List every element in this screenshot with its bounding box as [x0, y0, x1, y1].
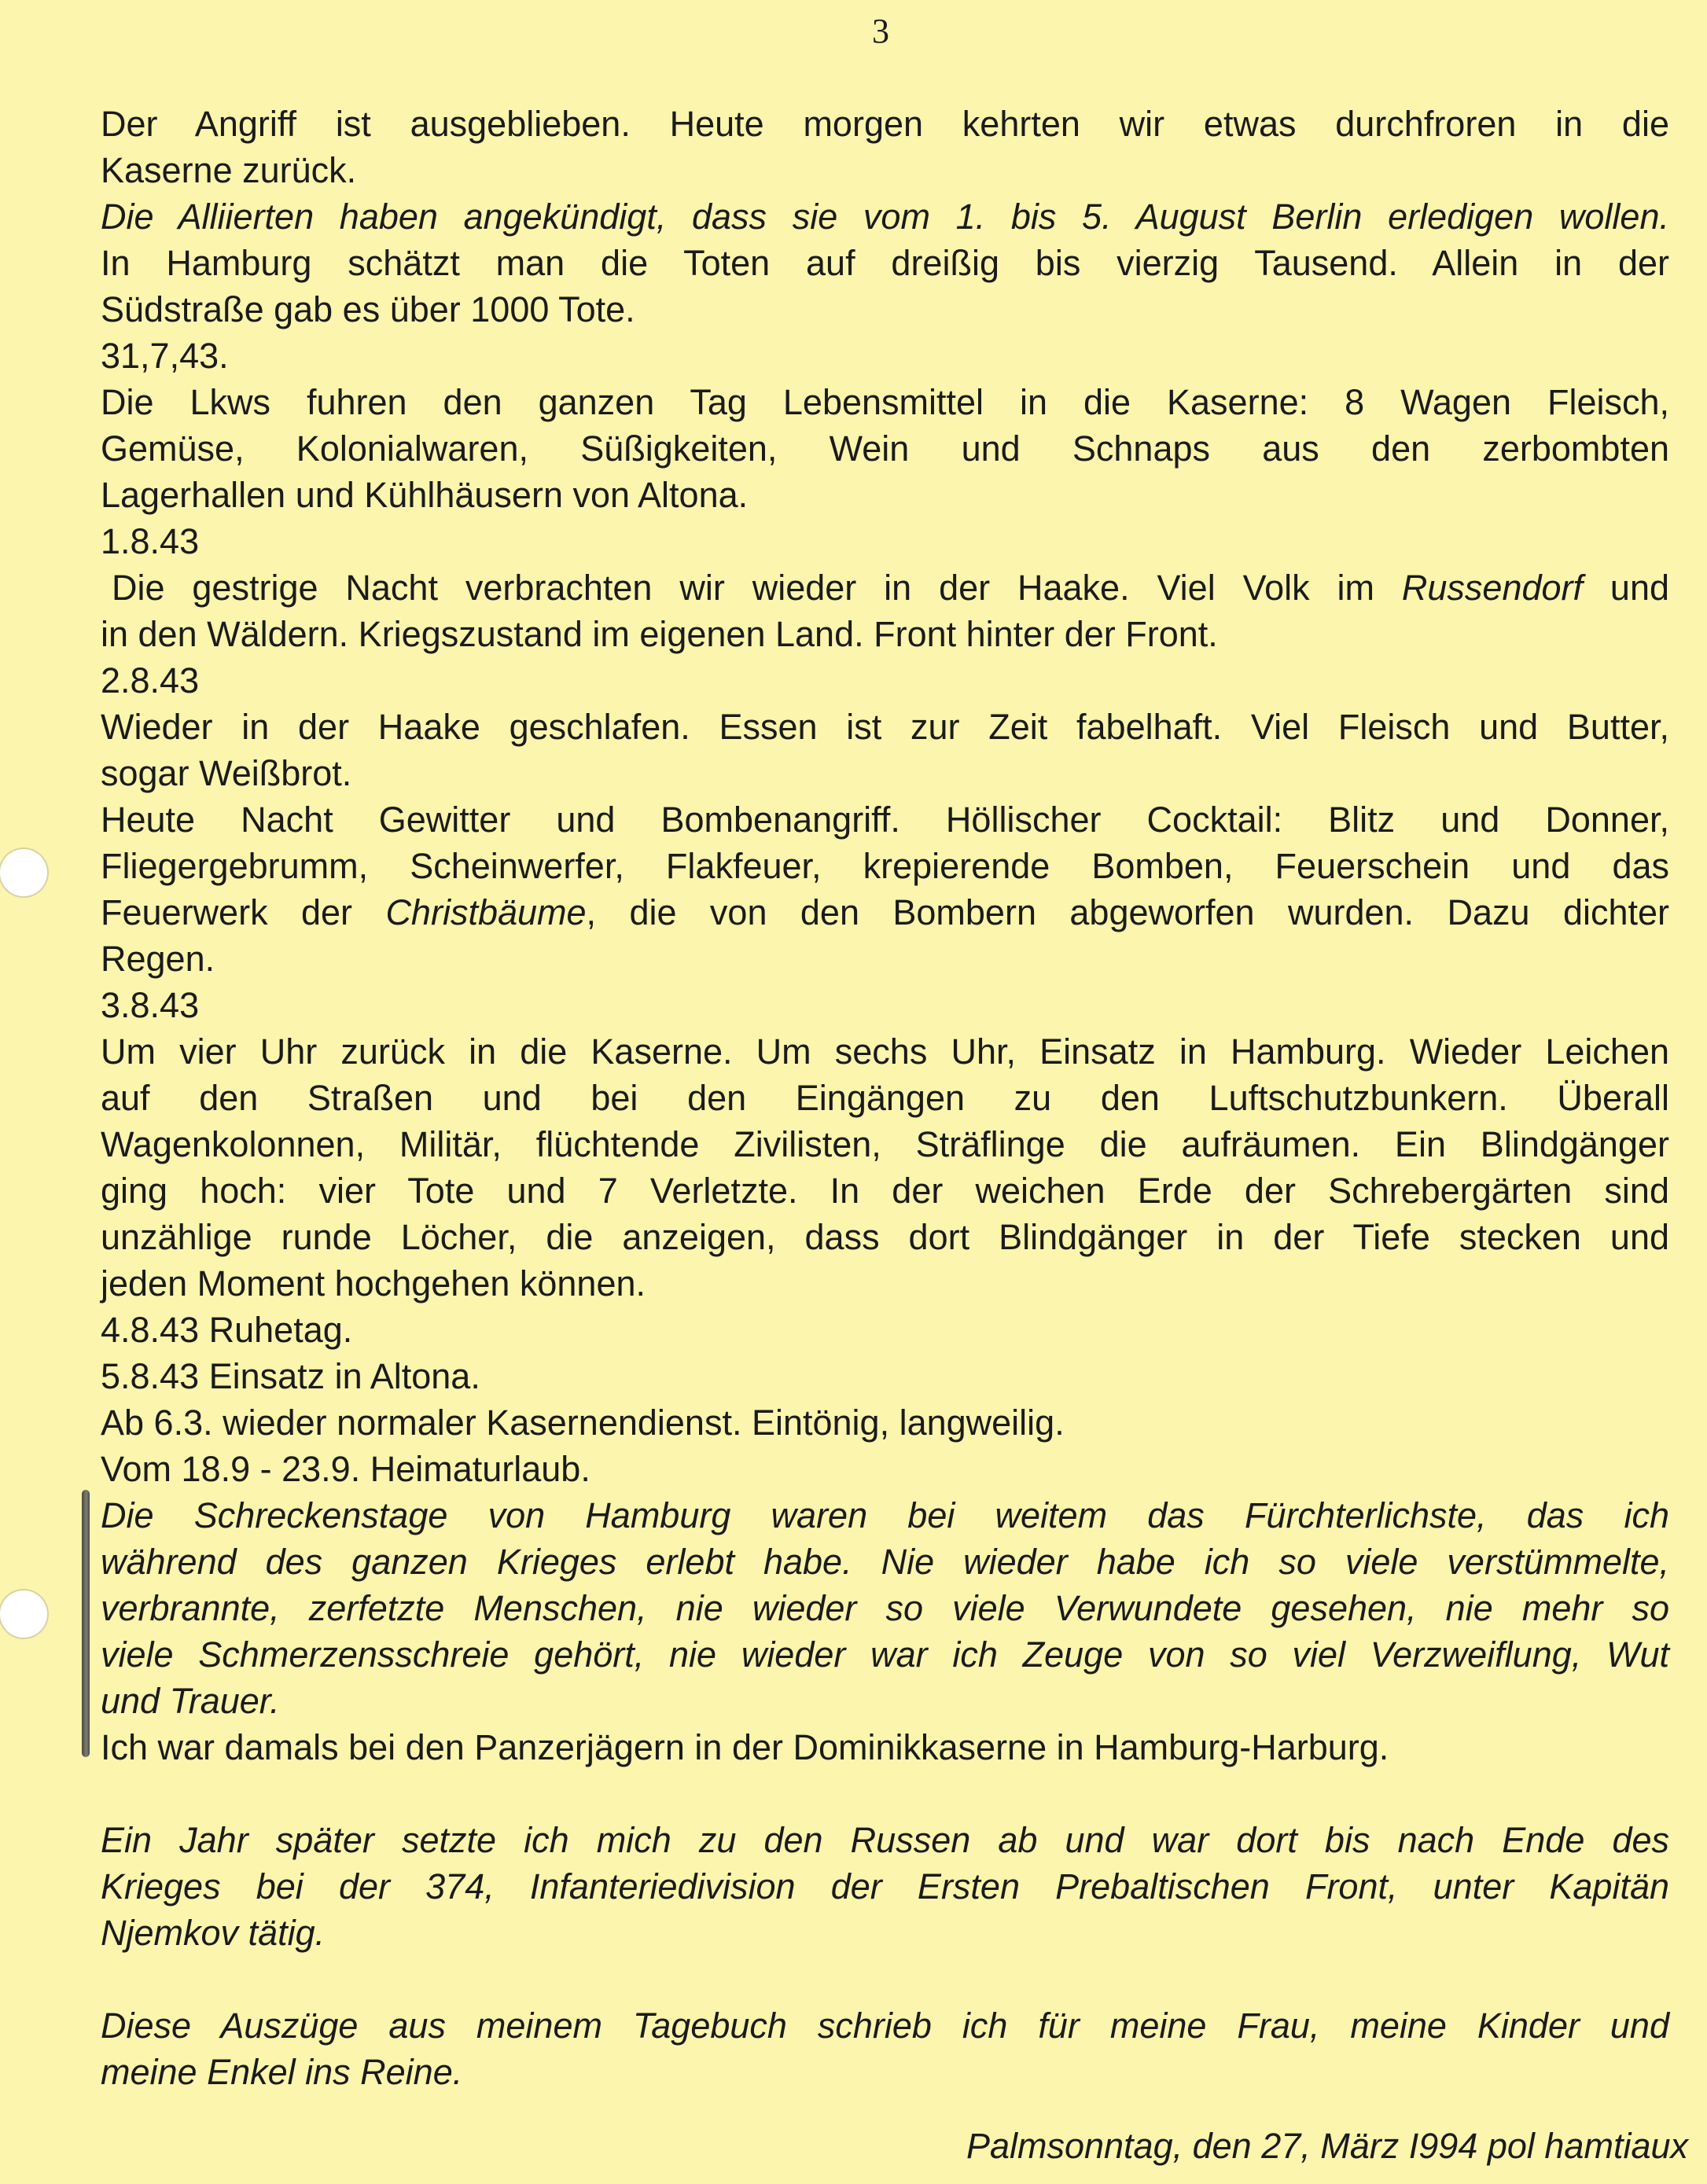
text-segment: , die von den Bombern abgeworfen wurden. Dazu dichter: [586, 892, 1670, 932]
text-line: Lagerhallen und Kühlhäusern von Altona.: [101, 475, 749, 515]
paragraph-gap: [101, 1956, 1669, 2002]
text-line: Njemkov tätig.: [101, 1913, 326, 1953]
text-line: Die Schreckenstage von Hamburg waren bei weitem das Fürchterlichste, das ich: [101, 1495, 1669, 1535]
text-line: jeden Moment hochgehen können.: [101, 1263, 646, 1303]
text-line: Wagenkolonnen, Militär, flüchtende Zivilisten, Sträflinge die aufräumen. Ein Blindgänger: [101, 1124, 1669, 1164]
text-line: meine Enkel ins Reine.: [101, 2052, 463, 2092]
text-line: Fliegergebrumm, Scheinwerfer, Flakfeuer, krepierende Bomben, Feuerschein und das: [101, 846, 1669, 886]
text-line: Die Alliierten haben angekündigt, dass sie vom 1. bis 5. August Berlin erledigen wollen.: [101, 197, 1669, 237]
text-line: und Trauer.: [101, 1681, 280, 1721]
text-segment: Feuerwerk der: [101, 892, 386, 932]
text-line: während des ganzen Krieges erlebt habe. Nie wieder habe ich so viele verstümmelte,: [101, 1542, 1669, 1582]
text-line: ging hoch: vier Tote und 7 Verletzte. In der weichen Erde der Schrebergärten sind: [101, 1171, 1669, 1211]
text-line: Krieges bei der 374, Infanteriedivision der Ersten Prebaltischen Front, unter Kapitän: [101, 1866, 1669, 1906]
text-line: 5.8.43 Einsatz in Altona.: [101, 1356, 480, 1396]
margin-mark: [82, 1490, 90, 1757]
text-line: Der Angriff ist ausgeblieben. Heute morgen kehrten wir etwas durchfroren in die: [101, 104, 1669, 144]
text-line: unzählige runde Löcher, die anzeigen, dass dort Blindgänger in der Tiefe stecken und: [101, 1217, 1669, 1257]
paragraph-gap: [101, 1770, 1669, 1817]
text-line: In Hamburg schätzt man die Toten auf dreißig bis vierzig Tausend. Allein in der: [101, 243, 1669, 283]
text-line: 2.8.43: [101, 660, 200, 700]
punch-hole: [0, 847, 49, 898]
text-line: viele Schmerzensschreie gehört, nie wieder war ich Zeuge von so viel Verzweiflung, Wut: [101, 1634, 1669, 1675]
text-line: 4.8.43 Ruhetag.: [101, 1310, 353, 1350]
text-line: Kaserne zurück.: [101, 150, 357, 190]
signature-line: Palmsonntag, den 27, März I994 pol hamtiaux: [966, 2126, 1688, 2166]
text-line: Wieder in der Haake geschlafen. Essen ist zur Zeit fabelhaft. Viel Fleisch und Butter,: [101, 707, 1669, 747]
text-line: Südstraße gab es über 1000 Tote.: [101, 289, 635, 329]
text-line: 3.8.43: [101, 985, 200, 1025]
text-line: 1.8.43: [101, 521, 200, 561]
text-line: 31,7,43.: [101, 336, 229, 376]
text-line: Ich war damals bei den Panzerjägern in der Dominikkaserne in Hamburg-Harburg.: [101, 1727, 1389, 1767]
text-line: Vom 18.9 - 23.9. Heimaturlaub.: [101, 1449, 590, 1489]
diary-text: [101, 101, 1669, 2095]
text-segment: Russendorf: [1401, 568, 1584, 608]
page-number: 3: [872, 12, 889, 50]
text-line: Ein Jahr später setzte ich mich zu den Russen ab und war dort bis nach Ende des: [101, 1820, 1669, 1860]
text-line: Die Lkws fuhren den ganzen Tag Lebensmittel in die Kaserne: 8 Wagen Fleisch,: [101, 382, 1669, 422]
punch-hole: [0, 1589, 49, 1639]
text-segment: Christbäume: [385, 892, 587, 932]
text-line: [101, 889, 1669, 936]
text-line: verbrannte, zerfetzte Menschen, nie wieder so viele Verwundete gesehen, nie mehr so: [101, 1588, 1669, 1628]
text-segment: Die gestrige Nacht verbrachten wir wieder in der Haake. Viel Volk im: [112, 568, 1402, 608]
text-line: Gemüse, Kolonialwaren, Süßigkeiten, Wein und Schnaps aus den zerbombten: [101, 428, 1669, 469]
text-line: Ab 6.3. wieder normaler Kasernendienst. Eintönig, langweilig.: [101, 1403, 1065, 1443]
text-line: Um vier Uhr zurück in die Kaserne. Um sechs Uhr, Einsatz in Hamburg. Wieder Leichen: [101, 1031, 1669, 1072]
text-segment: und: [1583, 568, 1669, 608]
text-line: Regen.: [101, 939, 215, 979]
text-line: Diese Auszüge aus meinem Tagebuch schrieb ich für meine Frau, meine Kinder und: [101, 2006, 1669, 2046]
text-line: [101, 564, 1669, 611]
text-line: in den Wäldern. Kriegszustand im eigenen Land. Front hinter der Front.: [101, 614, 1218, 654]
text-line: Heute Nacht Gewitter und Bombenangriff. Höllischer Cocktail: Blitz und Donner,: [101, 800, 1669, 840]
text-line: sogar Weißbrot.: [101, 753, 352, 793]
text-line: auf den Straßen und bei den Eingängen zu den Luftschutzbunkern. Überall: [101, 1078, 1669, 1118]
